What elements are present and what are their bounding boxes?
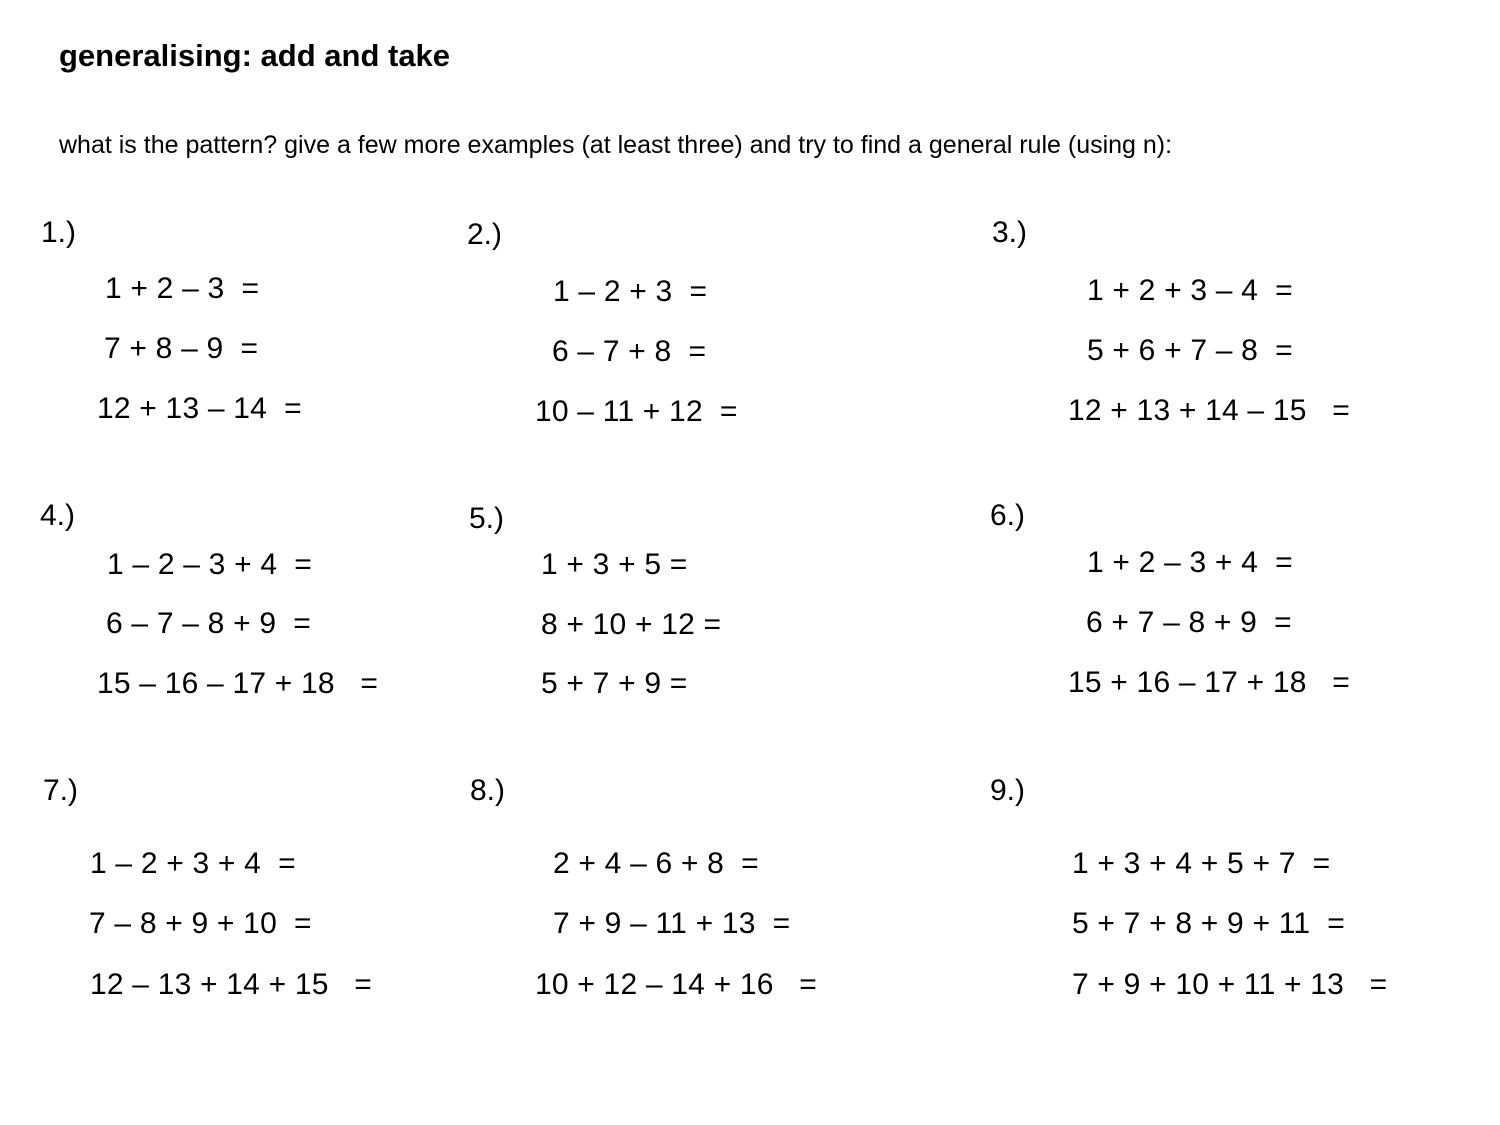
problem-number: 4.) xyxy=(40,499,76,532)
equation: 5 + 6 + 7 – 8 = xyxy=(1087,334,1293,367)
equation: 1 + 2 – 3 + 4 = xyxy=(1087,546,1293,579)
equation: 6 + 7 – 8 + 9 = xyxy=(1086,606,1292,639)
equation: 1 + 2 + 3 – 4 = xyxy=(1087,274,1293,307)
equation: 7 – 8 + 9 + 10 = xyxy=(89,907,312,940)
problem-number: 2.) xyxy=(467,218,503,251)
problem-number: 3.) xyxy=(992,216,1028,249)
equation: 1 – 2 + 3 = xyxy=(553,275,708,308)
equation: 1 + 2 – 3 = xyxy=(105,272,260,305)
equation: 7 + 9 – 11 + 13 = xyxy=(553,907,791,940)
equation: 6 – 7 + 8 = xyxy=(552,335,707,368)
equation: 8 + 10 + 12 = xyxy=(541,608,722,641)
instructions-text: what is the pattern? give a few more examples (at least three) and try to find a general rule (using n): xyxy=(59,131,1173,159)
equation: 1 + 3 + 5 = xyxy=(541,548,688,581)
equation: 1 – 2 + 3 + 4 = xyxy=(90,847,296,880)
problem-number: 9.) xyxy=(990,774,1026,807)
equation: 5 + 7 + 9 = xyxy=(541,667,688,700)
equation: 5 + 7 + 8 + 9 + 11 = xyxy=(1072,907,1346,940)
equation: 2 + 4 – 6 + 8 = xyxy=(553,847,759,880)
equation: 15 – 16 – 17 + 18 = xyxy=(97,667,379,700)
problem-number: 1.) xyxy=(41,216,77,249)
equation: 12 + 13 – 14 = xyxy=(97,392,302,425)
equation: 1 + 3 + 4 + 5 + 7 = xyxy=(1072,847,1331,880)
problem-number: 5.) xyxy=(469,502,505,535)
worksheet-title: generalising: add and take xyxy=(59,38,451,73)
equation: 15 + 16 – 17 + 18 = xyxy=(1068,666,1350,699)
equation: 10 – 11 + 12 = xyxy=(535,395,738,428)
equation: 10 + 12 – 14 + 16 = xyxy=(535,968,817,1001)
equation: 7 + 9 + 10 + 11 + 13 = xyxy=(1072,968,1388,1001)
problem-number: 6.) xyxy=(990,499,1026,532)
problem-number: 7.) xyxy=(43,774,79,807)
equation: 6 – 7 – 8 + 9 = xyxy=(106,607,312,640)
equation: 1 – 2 – 3 + 4 = xyxy=(107,548,313,581)
equation: 12 – 13 + 14 + 15 = xyxy=(90,968,372,1001)
equation: 12 + 13 + 14 – 15 = xyxy=(1068,394,1350,427)
problem-number: 8.) xyxy=(470,774,506,807)
equation: 7 + 8 – 9 = xyxy=(104,332,259,365)
